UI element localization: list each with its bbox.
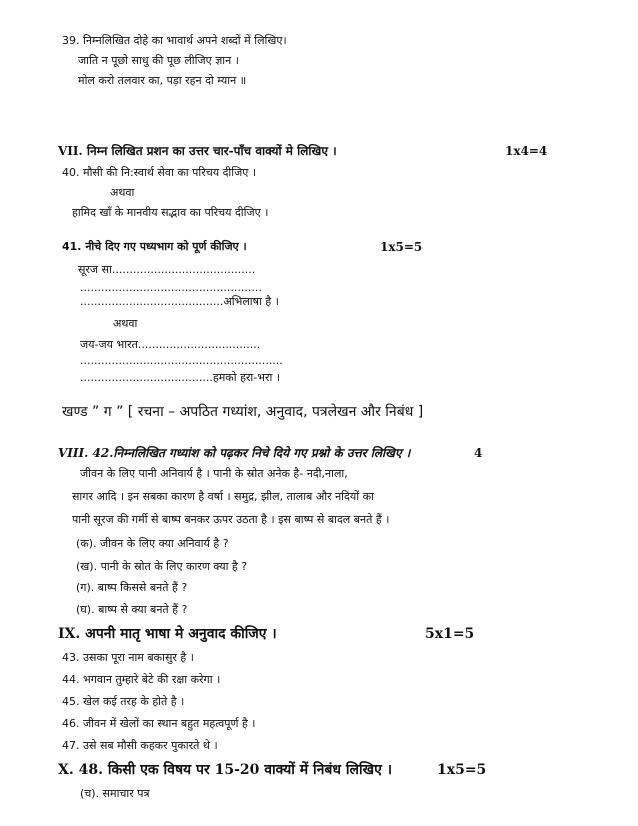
comprehension-question: (ग). बाष्प किससे बनते हैं ? <box>76 581 188 594</box>
q41-poem-line-1: सूरज सा......................................... <box>78 263 256 276</box>
section-10-heading: X. 48. किसी एक विषय पर 15-20 वाक्यों में निबंध लिखिए । <box>58 762 393 778</box>
q39-couplet-line-1: जाति न पूछो साधु की पूछ लीजिए ज्ञान । <box>78 54 239 67</box>
section-7-marks: 1x4=4 <box>505 144 548 158</box>
translation-item: 46. जीवन में खेलों का स्थान बहुत महत्वपूर्ण है । <box>62 717 256 730</box>
section-9-heading: IX. अपनी मातृ भाषा मे अनुवाद कीजिए । <box>58 626 277 642</box>
passage-line: सागर आदि । इन सबका कारण है वर्षा । समुद्र, झील, तालाब और नदियों का <box>72 490 374 503</box>
q41-or-label: अथवा <box>113 317 138 330</box>
section-8-marks: 4 <box>474 446 483 460</box>
q41-poem-line-3: .........................................अभिलाषा है । <box>80 295 279 308</box>
essay-option: (च). समाचार पत्र <box>80 787 150 800</box>
q41-poem-line-2: .................................................... <box>80 281 262 294</box>
q39-couplet-line-2: मोल करो तलवार का, पड़ा रहन दो म्यान ॥ <box>78 74 247 87</box>
q40-prompt: 40. मौसी की नि:स्वार्थ सेवा का परिचय दीजिए । <box>62 166 257 179</box>
section-9-marks: 5x1=5 <box>425 626 475 642</box>
q39-prompt: 39. निम्नलिखित दोहे का भावार्थ अपने शब्दों में लिखिए। <box>62 34 287 47</box>
section-c-heading: खण्ड ” ग ” [ रचना – अपठित गध्यांश, अनुवाद, पत्रलेखन और निबंध ] <box>62 404 424 420</box>
translation-item: 43. उसका पूरा नाम बकासुर है । <box>62 651 194 664</box>
comprehension-question: (घ). बाष्प से क्या बनते हैं ? <box>76 603 188 616</box>
translation-item: 44. भगवान तुम्हारे बेटे की रक्षा करेगा । <box>62 673 221 686</box>
q40-or-label: अथवा <box>110 186 135 199</box>
q41-prompt: 41. नीचे दिए गए पध्यभाग को पूर्ण कीजिए । <box>62 240 247 253</box>
comprehension-question: (ख). पानी के स्रोत के लिए कारण क्या है ? <box>76 560 248 573</box>
comprehension-question: (क). जीवन के लिए क्या अनिवार्य है ? <box>76 537 229 550</box>
q41-poem-line-4: जय-जय भारत................................... <box>80 338 261 351</box>
passage-line: जीवन के लिए पानी अनिवार्य है । पानी के स्रोत अनेक है- नदी,नाला, <box>80 467 348 480</box>
section-10-marks: 1x5=5 <box>437 762 487 778</box>
q41-poem-line-5: .......................................................... <box>80 354 283 367</box>
passage-line: पानी सूरज की गर्मी से बाष्प बनकर ऊपर उठता है । इस बाष्प से बादल बनते हैं । <box>72 513 390 526</box>
q41-marks: 1x5=5 <box>380 240 423 254</box>
section-8-heading: VIII. 42.निम्नलिखित गध्यांश को पढ़कर निचे दिये गए प्रश्नो के उत्तर लिखिए । <box>58 446 411 460</box>
translation-item: 45. खेल कई तरह के होते है । <box>62 695 185 708</box>
q41-poem-line-6: ......................................हमको हरा-भरा । <box>80 371 280 384</box>
section-7-heading: VII. निम्न लिखित प्रशन का उत्तर चार-पाँच वाक्यों मे लिखिए । <box>58 144 337 158</box>
q40-alternative: हामिद खाँ के मानवीय सद्भाव का परिचय दीजिए । <box>72 206 269 219</box>
translation-item: 47. उसे सब मौसी कहकर पुकारते थे । <box>62 739 218 752</box>
